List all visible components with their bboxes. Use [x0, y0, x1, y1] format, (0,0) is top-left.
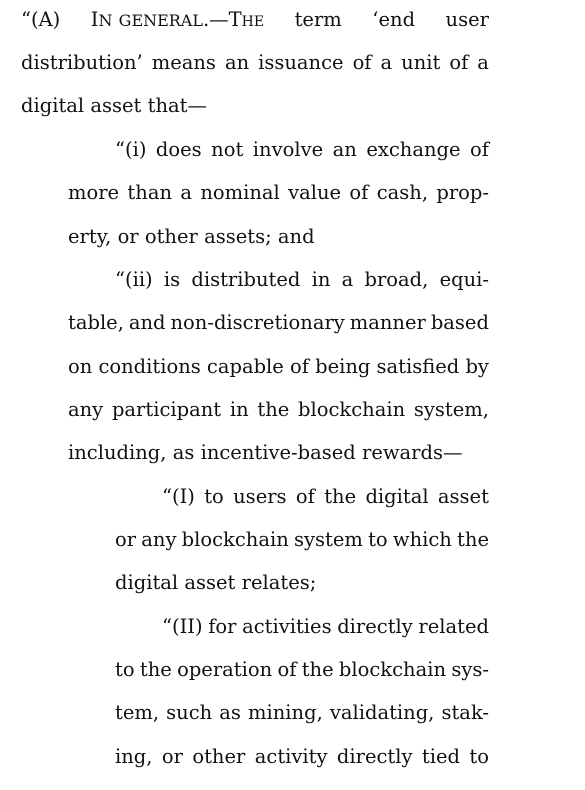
line-word: on — [68, 355, 93, 378]
word-user: user — [445, 8, 489, 31]
line-word: nominal — [200, 181, 280, 204]
line-word: tied — [421, 745, 461, 768]
line-word: related — [418, 615, 489, 638]
line-word: a — [380, 51, 393, 74]
line-word: to — [469, 745, 489, 768]
line-word: in — [229, 398, 249, 421]
line-word: issuance — [258, 51, 344, 74]
line-word: of — [277, 658, 297, 681]
line-word: of — [470, 138, 489, 161]
line-word: and — [128, 311, 166, 334]
line-word: distribution’ — [21, 51, 143, 74]
text-line-18 — [115, 747, 489, 767]
line-word: cash, — [376, 181, 429, 204]
line-word: a — [341, 268, 354, 291]
line-word: of — [295, 485, 315, 508]
line-word: an — [224, 51, 250, 74]
line-word: is — [163, 268, 181, 291]
line-word: directly — [336, 745, 413, 768]
text-line-6 — [68, 227, 489, 247]
line-word: being — [315, 355, 371, 378]
line-word: asset — [184, 571, 236, 594]
line-word: rewards— — [362, 441, 463, 464]
line-word: exchange — [366, 138, 461, 161]
text-line-16 — [115, 660, 489, 680]
line-word: system — [293, 528, 363, 551]
paragraph-marker-a: “(A) — [21, 8, 61, 31]
text-line-11 — [68, 443, 489, 463]
line-word: validating, — [329, 701, 435, 724]
line-word: an — [332, 138, 357, 161]
line-word: by — [465, 355, 489, 378]
line-word: of — [352, 51, 372, 74]
line-word: a — [477, 51, 489, 74]
line-word: distributed — [191, 268, 301, 291]
line-word: participant — [111, 398, 222, 421]
line-word: the — [139, 658, 172, 681]
line-word: of — [289, 355, 309, 378]
line-word: conditions — [98, 355, 201, 378]
line-word: non-discretionary — [170, 311, 345, 334]
text-line-10 — [68, 400, 489, 420]
line-word: or — [161, 745, 183, 768]
text-line-8 — [68, 313, 489, 333]
line-word: capable — [206, 355, 284, 378]
line-word: which — [392, 528, 452, 551]
line-word: digital — [365, 485, 429, 508]
line-word: prop- — [436, 181, 489, 204]
line-word: such — [166, 701, 213, 724]
line-word: or — [117, 225, 139, 248]
line-word: any — [68, 398, 104, 421]
line-word: digital — [115, 571, 179, 594]
line-word: operation — [177, 658, 273, 681]
line-word: ing, — [115, 745, 153, 768]
line-word: that— — [147, 94, 207, 117]
line-word: to — [204, 485, 224, 508]
text-line-3 — [21, 96, 489, 116]
line-word: for — [208, 615, 237, 638]
text-line-2 — [21, 53, 489, 73]
line-word: stak- — [441, 701, 489, 724]
text-line-12 — [162, 487, 489, 507]
line-word: sys- — [451, 658, 489, 681]
line-word: blockchain — [338, 658, 447, 681]
heading-in-general: IN GENERAL.—The — [90, 8, 265, 31]
line-word: a — [180, 181, 192, 204]
line-word: “(ii) — [115, 268, 153, 291]
line-word: as — [219, 701, 241, 724]
line-word: and — [277, 225, 315, 248]
word-term: term — [294, 8, 342, 31]
line-word: involve — [252, 138, 324, 161]
line-word: relates; — [241, 571, 317, 594]
line-word: activities — [242, 615, 332, 638]
line-word: satisfied — [376, 355, 460, 378]
line-word: the — [457, 528, 489, 551]
line-word: the — [257, 398, 290, 421]
text-line-7 — [115, 270, 489, 290]
line-word: system, — [413, 398, 489, 421]
text-line-17 — [115, 703, 489, 723]
line-word: asset — [90, 94, 142, 117]
line-word: asset — [437, 485, 489, 508]
line-word: as — [172, 441, 195, 464]
line-word: to — [115, 658, 135, 681]
line-word: in — [311, 268, 331, 291]
line-word: digital — [21, 94, 85, 117]
line-word: based — [430, 311, 489, 334]
line-word: blockchain — [181, 528, 289, 551]
line-word: other — [192, 745, 246, 768]
line-word: not — [211, 138, 244, 161]
line-word: other — [144, 225, 198, 248]
line-word: any — [141, 528, 177, 551]
line-word: the — [324, 485, 357, 508]
line-word: “(i) — [115, 138, 147, 161]
line-word: broad, — [364, 268, 429, 291]
line-word: the — [301, 658, 334, 681]
line-word: tem, — [115, 701, 160, 724]
line-word: to — [368, 528, 388, 551]
line-word: users — [233, 485, 287, 508]
line-word: incentive-based — [200, 441, 356, 464]
line-word: than — [127, 181, 173, 204]
text-line-4 — [115, 140, 489, 160]
line-word: does — [155, 138, 202, 161]
line-word: unit — [401, 51, 441, 74]
line-word: means — [151, 51, 216, 74]
text-line-15 — [162, 617, 489, 637]
line-word: mining, — [248, 701, 323, 724]
line-word: including, — [68, 441, 167, 464]
text-line-9 — [68, 357, 489, 377]
line-word: more — [68, 181, 120, 204]
line-word: of — [349, 181, 369, 204]
line-word: value — [288, 181, 342, 204]
line-word: table, — [68, 311, 124, 334]
line-word: of — [449, 51, 469, 74]
text-line-1 — [21, 10, 489, 30]
line-word: equi- — [439, 268, 489, 291]
text-line-14 — [115, 573, 489, 593]
line-word: “(II) — [162, 615, 203, 638]
line-word: “(I) — [162, 485, 195, 508]
line-word: assets; — [204, 225, 272, 248]
line-word: erty, — [68, 225, 112, 248]
line-word: activity — [254, 745, 328, 768]
line-word: manner — [349, 311, 426, 334]
text-line-5 — [68, 183, 489, 203]
line-word: or — [115, 528, 137, 551]
line-word: directly — [337, 615, 413, 638]
text-line-13 — [115, 530, 489, 550]
word-end: ‘end — [372, 8, 416, 31]
line-word: blockchain — [298, 398, 406, 421]
